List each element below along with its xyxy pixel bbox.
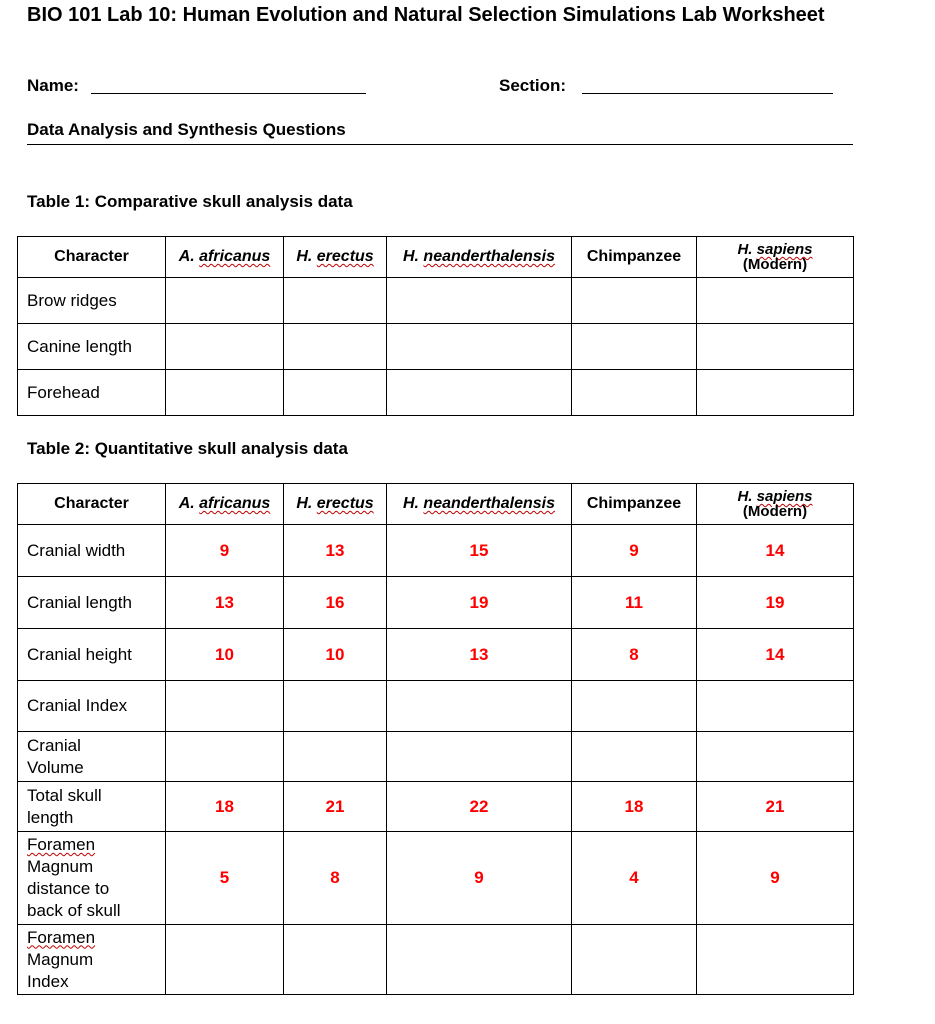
table2-caption: Table 2: Quantitative skull analysis data bbox=[27, 439, 348, 458]
value-cell: 19 bbox=[387, 577, 572, 629]
table2-header-row bbox=[18, 484, 854, 525]
data-cell bbox=[284, 278, 387, 324]
row-label: Forehead bbox=[18, 370, 166, 416]
data-cell bbox=[697, 370, 854, 416]
value-cell bbox=[166, 732, 284, 782]
comparative-skull-table bbox=[17, 236, 854, 416]
value-cell bbox=[572, 732, 697, 782]
value-cell: 15 bbox=[387, 525, 572, 577]
value-cell bbox=[572, 925, 697, 995]
genus-text: A. bbox=[178, 248, 195, 265]
row-label: Cranial height bbox=[18, 629, 166, 681]
data-cell bbox=[166, 278, 284, 324]
data-cell bbox=[697, 324, 854, 370]
genus-text: H. bbox=[402, 248, 419, 265]
table2-header-h-sapiens bbox=[697, 484, 854, 525]
table-row bbox=[18, 324, 854, 370]
row-label bbox=[18, 925, 166, 995]
row-label-line: Magnum bbox=[27, 949, 94, 969]
data-cell bbox=[387, 370, 572, 416]
table1-header-a-africanus bbox=[166, 237, 284, 278]
value-cell: 21 bbox=[284, 782, 387, 832]
table2-header-a-africanus bbox=[166, 484, 284, 525]
row-label bbox=[18, 732, 166, 782]
value-cell: 8 bbox=[284, 832, 387, 925]
value-cell: 13 bbox=[284, 525, 387, 577]
row-label-line: back of skull bbox=[27, 901, 121, 920]
table2-header-chimpanzee: Chimpanzee bbox=[572, 484, 697, 525]
value-cell: 13 bbox=[166, 577, 284, 629]
data-cell bbox=[572, 278, 697, 324]
genus-text: H. bbox=[296, 248, 313, 265]
row-label-line: Foramen bbox=[27, 835, 96, 854]
table-row bbox=[18, 525, 854, 577]
name-label: Name: bbox=[27, 76, 79, 95]
data-cell bbox=[166, 324, 284, 370]
species-text: sapiens bbox=[756, 488, 813, 505]
row-label-line: Magnum bbox=[27, 857, 94, 876]
table-row bbox=[18, 370, 854, 416]
value-cell: 18 bbox=[166, 782, 284, 832]
row-label-line: Foramen bbox=[27, 927, 96, 947]
table2-header-character: Character bbox=[18, 484, 166, 525]
table1-header-chimpanzee: Chimpanzee bbox=[572, 237, 697, 278]
table-row bbox=[18, 732, 854, 782]
value-cell: 9 bbox=[387, 832, 572, 925]
value-cell bbox=[697, 681, 854, 732]
row-label-line: Cranial bbox=[27, 735, 81, 755]
species-text: neanderthalensis bbox=[423, 495, 556, 512]
table2-header-h-neanderthalensis bbox=[387, 484, 572, 525]
value-cell bbox=[166, 925, 284, 995]
value-cell: 21 bbox=[697, 782, 854, 832]
genus-text: H. bbox=[737, 241, 753, 258]
genus-text: A. bbox=[178, 495, 195, 512]
table1-header-h-erectus bbox=[284, 237, 387, 278]
modern-label: (Modern) bbox=[742, 256, 808, 273]
data-cell bbox=[387, 324, 572, 370]
table-row bbox=[18, 577, 854, 629]
genus-text: H. bbox=[737, 488, 753, 505]
value-cell: 9 bbox=[166, 525, 284, 577]
heading-rule bbox=[27, 144, 853, 145]
row-label-line: Index bbox=[27, 971, 69, 991]
row-label bbox=[18, 832, 166, 925]
value-cell bbox=[572, 681, 697, 732]
row-label-line: distance to bbox=[27, 879, 110, 898]
table-row bbox=[18, 782, 854, 832]
section-label: Section: bbox=[499, 76, 567, 95]
species-text: erectus bbox=[316, 495, 374, 512]
data-cell bbox=[387, 278, 572, 324]
value-cell bbox=[284, 732, 387, 782]
value-cell: 8 bbox=[572, 629, 697, 681]
data-cell bbox=[284, 324, 387, 370]
value-cell: 9 bbox=[697, 832, 854, 925]
row-label: Cranial width bbox=[18, 525, 166, 577]
row-label-line: length bbox=[27, 807, 74, 827]
row-label: Cranial length bbox=[18, 577, 166, 629]
species-text: neanderthalensis bbox=[423, 248, 556, 265]
table1-header-character: Character bbox=[18, 237, 166, 278]
table1-caption: Table 1: Comparative skull analysis data bbox=[27, 192, 353, 211]
genus-text: H. bbox=[402, 495, 419, 512]
value-cell bbox=[284, 681, 387, 732]
species-text: sapiens bbox=[756, 241, 813, 258]
section-blank-line bbox=[582, 93, 833, 94]
species-text: erectus bbox=[316, 248, 374, 265]
value-cell: 4 bbox=[572, 832, 697, 925]
analysis-heading: Data Analysis and Synthesis Questions bbox=[27, 120, 346, 139]
name-blank-line bbox=[91, 93, 366, 94]
value-cell bbox=[387, 732, 572, 782]
table2-header-h-erectus bbox=[284, 484, 387, 525]
value-cell: 22 bbox=[387, 782, 572, 832]
worksheet-title: BIO 101 Lab 10: Human Evolution and Natural Selection Simulations Lab Worksheet bbox=[27, 4, 825, 26]
value-cell: 9 bbox=[572, 525, 697, 577]
modern-label: (Modern) bbox=[742, 503, 808, 520]
value-cell bbox=[387, 681, 572, 732]
row-label-line: Total skull bbox=[27, 785, 102, 805]
value-cell: 11 bbox=[572, 577, 697, 629]
table1-header-h-neanderthalensis bbox=[387, 237, 572, 278]
table-row bbox=[18, 681, 854, 732]
table-row bbox=[18, 832, 854, 925]
table-row bbox=[18, 629, 854, 681]
value-cell: 14 bbox=[697, 629, 854, 681]
row-label: Cranial Index bbox=[18, 681, 166, 732]
quantitative-skull-table bbox=[17, 483, 854, 995]
table1-header-h-sapiens bbox=[697, 237, 854, 278]
value-cell: 14 bbox=[697, 525, 854, 577]
species-text: africanus bbox=[199, 248, 271, 265]
data-cell bbox=[572, 370, 697, 416]
species-text: africanus bbox=[199, 495, 271, 512]
value-cell: 10 bbox=[166, 629, 284, 681]
data-cell bbox=[572, 324, 697, 370]
row-label: Canine length bbox=[18, 324, 166, 370]
data-cell bbox=[284, 370, 387, 416]
table1-header-row bbox=[18, 237, 854, 278]
value-cell bbox=[697, 925, 854, 995]
value-cell: 10 bbox=[284, 629, 387, 681]
value-cell: 18 bbox=[572, 782, 697, 832]
row-label: Brow ridges bbox=[18, 278, 166, 324]
data-cell bbox=[697, 278, 854, 324]
value-cell bbox=[387, 925, 572, 995]
value-cell: 16 bbox=[284, 577, 387, 629]
genus-text: H. bbox=[296, 495, 313, 512]
value-cell: 5 bbox=[166, 832, 284, 925]
value-cell: 13 bbox=[387, 629, 572, 681]
row-label-line: Volume bbox=[27, 757, 84, 777]
value-cell bbox=[166, 681, 284, 732]
value-cell bbox=[284, 925, 387, 995]
table-row bbox=[18, 278, 854, 324]
data-cell bbox=[166, 370, 284, 416]
row-label bbox=[18, 782, 166, 832]
value-cell: 19 bbox=[697, 577, 854, 629]
value-cell bbox=[697, 732, 854, 782]
table-row bbox=[18, 925, 854, 995]
